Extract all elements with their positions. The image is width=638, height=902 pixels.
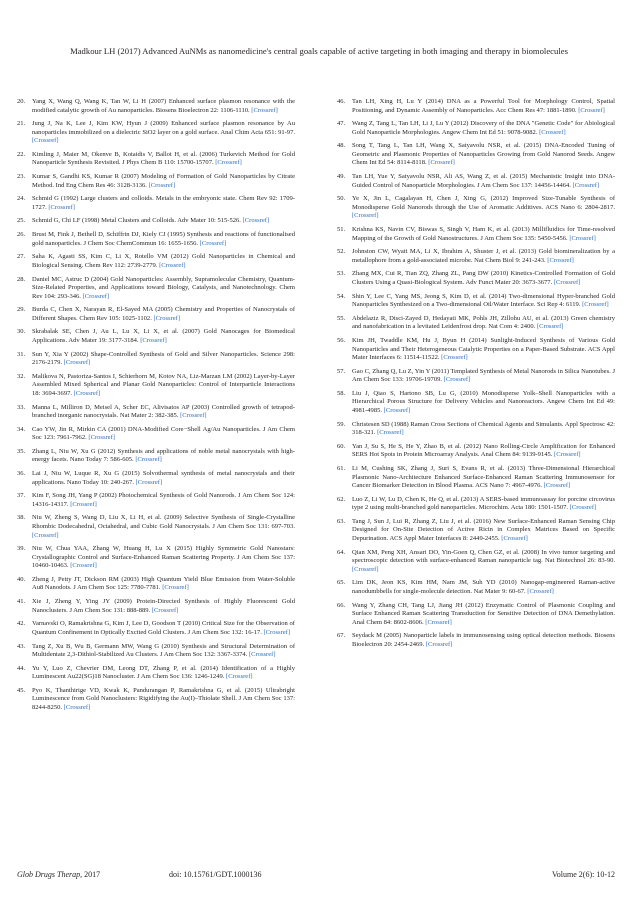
crossref-link[interactable]: [Crossref] — [582, 301, 609, 309]
crossref-link[interactable]: [Crossref] — [135, 478, 163, 486]
reference-item — [17, 687, 295, 713]
reference-text: Xie J, Zheng Y, Ying JY (2009) Protein-Directed Synthesis of Highly Fluorescent Gold Nanoclusters. J Am Chem Soc 131: 888-889. — [32, 598, 295, 614]
reference-item — [17, 231, 295, 248]
reference-number: 44. — [17, 664, 26, 672]
reference-number: 43. — [17, 642, 26, 650]
reference-item — [337, 226, 615, 243]
reference-number: 62. — [337, 495, 346, 503]
reference-text: Christesen SD (1988) Raman Cross Sections of Chemical Agents and Simulants. Appl Spectrosc 42: 318-321. — [352, 420, 615, 437]
crossref-link[interactable]: [Crossref] — [148, 181, 176, 189]
reference-item — [337, 602, 615, 628]
reference-item — [337, 173, 615, 190]
reference-text: Wang Z, Tang L, Tan LH, Li J, Lu Y (2012) Discovery of the DNA "Genetic Code" for Abiological Gold Nanoparticle Morphologies. Angew Chem Int Ed 51: 9078-9082. — [352, 120, 615, 136]
reference-text: Lai J, Niu W, Luque R, Xu G (2015) Solvothermal synthesis of metal nanocrystals and their applications. Nano Today 10: 240-267. — [32, 470, 295, 486]
reference-item — [337, 443, 615, 460]
reference-number: 52. — [337, 248, 346, 256]
crossref-link[interactable]: [Crossref] — [63, 359, 91, 367]
reference-text: Yu Y, Luo Z, Chevrier DM, Leong DT, Zhang P, et al. (2014) Identification of a Highly Luminescent Au22(SG)18 Nanocluster. J Am Chem Soc 136: 1246-1249. — [32, 664, 295, 681]
crossref-link[interactable]: [Crossref] — [180, 412, 207, 420]
reference-number: 57. — [337, 367, 346, 375]
crossref-link[interactable]: [Crossref] — [251, 106, 278, 114]
reference-number: 23. — [17, 173, 26, 181]
reference-number: 64. — [337, 548, 346, 556]
crossref-link[interactable]: [Crossref] — [536, 323, 564, 331]
reference-text: Song T, Tang L, Tan LH, Wang X, Satyavolu NSR, et al. (2015) DNA-Encoded Tuning of Geometric and Plasmonic Properties of Nanoparticles Growing from Gold Nanorod Seeds. Angew Chem Int Ed 54: 8114-8118. — [352, 142, 615, 167]
journal-year: 2017 — [84, 870, 101, 879]
reference-text: Malikova N, Pastoriza-Santos I, Schierhorn M, Kotov NA, Liz-Marzan LM (2002) Layer-by-Layer Assembled Mixed Spherical and Planar Gold Nanoparticles: Control of Interparticle Interactions 18: 3694-3697. — [32, 372, 295, 397]
reference-text: Johnston CW, Wyatt MA, Li X, Ibrahim A, Shuster J, et al. (2013) Gold biomineralization by a metallophore from a gold-associated microbe. Nat Chem Biol 9: 241-243. — [352, 248, 615, 264]
reference-text: Wang Y, Zhang CH, Tang LJ, Jiang JH (2012) Enzymatic Control of Plasmonic Coupling and Surface Enhanced Raman Scattering Transduction for Sensitive Detection of DNA Demethylation. Anal Chem 84: 8602-8606. — [352, 601, 615, 626]
reference-item — [17, 195, 295, 212]
reference-number: 47. — [337, 120, 346, 128]
reference-item — [17, 276, 295, 302]
reference-text: Qian XM, Peng XH, Ansari DO, Yin-Goen Q, Chen GZ, et al. (2008) In vivo tumor targeting and spectroscopic detection with surface-enhanced Raman nanoparticle tag. Nat Biotechnol 26: 83-90. — [352, 548, 615, 565]
reference-number: 53. — [337, 270, 346, 278]
crossref-link[interactable]: [Crossref] — [63, 703, 91, 711]
crossref-link[interactable]: [Crossref] — [248, 651, 276, 659]
crossref-link[interactable]: [Crossref] — [569, 234, 596, 242]
crossref-link[interactable]: [Crossref] — [151, 606, 179, 614]
reference-text: Zheng J, Petty JT, Dickson RM (2003) High Quantum Yield Blue Emission from Water-Soluble Au8 Nanodots. J Am Chem Soc 125: 7780-7781. — [32, 575, 295, 592]
reference-item — [337, 315, 615, 332]
reference-column-left — [17, 98, 295, 718]
reference-text: Kim F, Song JH, Yang P (2002) Photochemical Synthesis of Gold Nanorods. J Am Chem Soc 124: 14316-14317. — [32, 492, 295, 508]
reference-number: 31. — [17, 350, 26, 358]
reference-item — [337, 421, 615, 438]
reference-number: 49. — [337, 173, 346, 181]
reference-number: 67. — [337, 632, 346, 640]
reference-text: Krishna KS, Navin CV, Biswas S, Singh V, Ham K, et al. (2013) Millifluidics for Time-resolved Mapping of the Growth of Gold Nanostructures. J Am Chem Soc 135: 5450-5456. — [352, 226, 615, 242]
crossref-link[interactable]: [Crossref] — [578, 106, 605, 114]
crossref-link[interactable]: [Crossref] — [32, 137, 59, 145]
reference-item — [17, 576, 295, 593]
crossref-link[interactable]: [Crossref] — [543, 482, 571, 490]
reference-text: Lim DK, Jeon KS, Kim HM, Nam JM, Suh YD (2010) Nanogap-engineered Raman-active nanodumbbells for single-molecule detection. Nat Mater 9: 60-67. — [352, 579, 615, 595]
crossref-link[interactable]: [Crossref] — [32, 531, 59, 539]
reference-text: Cao YW, Jin R, Mirkin CA (2001) DNA-Modified Core−Shell Ag/Au Nanoparticles. J Am Chem Soc 123: 7961-7962. — [32, 425, 295, 442]
crossref-link[interactable]: [Crossref] — [428, 159, 455, 167]
reference-column-right — [337, 98, 615, 655]
reference-text: Brust M, Fink J, Bethell D, Schiffrin DJ, Kiely CJ (1995) Synthesis and reactions of functionalised gold nanoparticles. J Chem Soc ChemCommun 16: 1655-1656. — [32, 231, 295, 247]
reference-item — [17, 151, 295, 168]
reference-number: 37. — [17, 492, 26, 500]
reference-text: Zhang L, Niu W, Xu G (2012) Synthesis and applications of noble metal nanocrystals with high-energy facets. Nano Today 7: 586-605. — [32, 447, 295, 464]
crossref-link[interactable]: [Crossref] — [501, 535, 528, 543]
reference-number: 45. — [17, 686, 26, 694]
reference-item — [17, 448, 295, 465]
reference-number: 55. — [337, 314, 346, 322]
crossref-link[interactable]: [Crossref] — [352, 212, 379, 220]
reference-item — [337, 337, 615, 363]
reference-number: 39. — [17, 545, 26, 553]
reference-number: 65. — [337, 579, 346, 587]
crossref-link[interactable]: [Crossref] — [82, 292, 110, 300]
reference-number: 41. — [17, 598, 26, 606]
crossref-link[interactable]: [Crossref] — [199, 239, 227, 247]
reference-text: Niu W, Zheng S, Wang D, Liu X, Li H, et al. (2009) Selective Synthesis of Single-Crystalline Rhombic Dodecahedral, Octahedral, and Cubic Gold Nanocrystals. J Am Chem Soc 131: 697-703. — [32, 514, 295, 531]
reference-number: 54. — [337, 292, 346, 300]
crossref-link[interactable]: [Crossref] — [547, 256, 574, 264]
reference-number: 40. — [17, 575, 26, 583]
reference-item — [17, 514, 295, 540]
reference-text: Luo Z, Li W, Lu D, Chen K, He Q, et al. (2013) A SERS-based immunoassay for porcine circovirus type 2 using multi-branched gold nanoparticles. Microchim. Acta 180: 1501-1507. — [352, 495, 615, 512]
reference-text: Jung J, Na K, Lee J, Kim KW, Hyun J (2009) Enhanced surface plasmon resonance by Au nanoparticles immobilized on a dielectric SiO2 layer on a gold surface. Anal Chim Acta 651: 91-97. — [32, 120, 295, 136]
reference-text: Skrabalak SE, Chen J, Au L, Lu X, Li X, et al. (2007) Gold Nanocages for Biomedical Applications. Adv Mater 19: 3177-3184. — [32, 328, 295, 344]
crossref-link[interactable]: [Crossref] — [88, 434, 115, 442]
reference-text: Daniel MC, Astruc D (2004) Gold Nanoparticles: Assembly, Supramolecular Chemistry, Quantum-Size-Related Properties, and Applications toward Biology, Catalysis, and Nanotechnology. Chem Rev 104: 293-346. — [32, 275, 295, 300]
reference-item — [337, 549, 615, 575]
reference-text: Manna L, Milliron D, Meisel A, Scher EC, Alivisatos AP (2003) Controlled growth of tetrapod-branched inorganic nanocrystals. Nat Mater 2: 382-385. — [32, 403, 295, 420]
reference-number: 58. — [337, 389, 346, 397]
reference-item — [17, 598, 295, 615]
reference-text: Gao C, Zhang Q, Lu Z, Yin Y (2011) Templated Synthesis of Metal Nanorods in Silica Nanotubes. J Am Chem Soc 133: 19706-19709. — [352, 367, 615, 384]
crossref-link[interactable]: [Crossref] — [569, 504, 597, 512]
reference-item — [17, 328, 295, 345]
crossref-link[interactable]: [Crossref] — [263, 628, 291, 636]
crossref-link[interactable]: [Crossref] — [572, 181, 600, 189]
crossref-link[interactable]: [Crossref] — [425, 618, 452, 626]
crossref-link[interactable]: [Crossref] — [377, 429, 404, 437]
reference-text: Tan LH, Yue Y, Satyavolu NSR, Ali AS, Wang Z, et al. (2015) Mechanistic Insight into DNA-Guided Control of Nanoparticle Morphologies. J Am Chem Soc 137: 14456-14464. — [352, 173, 615, 189]
reference-number: 20. — [17, 98, 26, 105]
reference-item — [337, 142, 615, 168]
crossref-link[interactable]: [Crossref] — [70, 500, 97, 508]
reference-item — [337, 496, 615, 513]
reference-text: Varnavski O, Ramakrishna G, Kim J, Lee D, Goodson T (2010) Critical Size for the Observation of Quantum Confinement in Optically Excited Gold Clusters. J Am Chem Soc 132: 16-17. — [32, 620, 295, 636]
reference-number: 34. — [17, 425, 26, 433]
reference-number: 26. — [17, 231, 26, 239]
reference-text: Burda C, Chen X, Narayan R, El-Sayed MA (2005) Chemistry and Properties of Nanocrystals of Different Shapes. Chem Rev 105: 1025-1102. — [32, 306, 295, 322]
reference-item — [337, 518, 615, 544]
reference-text: Tang Z, Xu B, Wu B, Germann MW, Wang G (2010) Synthesis and Structural Determination of Multidentate 2,3-Dithiol-Stabilized Au Clusters. J Am Chem Soc 132: 3367-3374. — [32, 642, 295, 659]
crossref-link[interactable]: [Crossref] — [242, 217, 270, 225]
crossref-link[interactable]: [Crossref] — [441, 354, 468, 362]
crossref-link[interactable]: [Crossref] — [70, 562, 97, 570]
crossref-link[interactable]: [Crossref] — [443, 376, 471, 384]
reference-item — [17, 120, 295, 146]
reference-text: Yang X, Wang Q, Wang K, Tan W, Li H (2007) Enhanced surface plasmon resonance with the modified catalytic growth of Au nanoparticles. Biosens Bioelectron 22: 1106-1110. — [32, 98, 295, 114]
reference-text: Abdelaziz R, Disci-Zayed D, Hedayati MK, Pohls JH, Zillohu AU, et al. (2013) Green chemistry and nanofabrication in a levitated Leidenfrost drop. Nat Com 4: 2400. — [352, 314, 615, 331]
footer-volume: Volume 2(6): 10-12 — [552, 870, 615, 879]
reference-number: 63. — [337, 517, 346, 525]
reference-text: Kumar S, Gandhi KS, Kumar R (2007) Modeling of Formation of Gold Nanoparticles by Citrate Method. Ind Eng Chem Res 46: 3128-3136. — [32, 173, 295, 189]
reference-item — [17, 306, 295, 323]
reference-number: 33. — [17, 403, 26, 411]
reference-number: 32. — [17, 372, 26, 380]
reference-number: 50. — [337, 195, 346, 203]
reference-number: 21. — [17, 120, 26, 128]
reference-item — [17, 253, 295, 270]
reference-item — [337, 293, 615, 310]
reference-item — [337, 98, 615, 115]
reference-text: Niu W, Chua YAA, Zhang W, Huang H, Lu X (2015) Highly Symmetric Gold Nanostars: Crystallographic Control and Surface-Enhanced Raman Scattering Property. J Am Chem Soc 137: 10460-10463. — [32, 545, 295, 570]
crossref-link[interactable]: [Crossref] — [48, 203, 75, 211]
reference-number: 59. — [337, 420, 346, 428]
reference-number: 30. — [17, 328, 26, 336]
crossref-link[interactable]: [Crossref] — [159, 261, 186, 269]
reference-item — [17, 373, 295, 399]
reference-number: 27. — [17, 253, 26, 261]
crossref-link[interactable]: [Crossref] — [553, 278, 581, 286]
crossref-link[interactable]: [Crossref] — [140, 336, 167, 344]
reference-item — [17, 665, 295, 682]
footer-journal — [17, 870, 100, 879]
reference-item — [337, 270, 615, 287]
reference-item — [17, 217, 295, 226]
reference-number: 24. — [17, 195, 26, 203]
crossref-link[interactable]: [Crossref] — [226, 673, 253, 681]
reference-number: 38. — [17, 514, 26, 522]
reference-item — [337, 248, 615, 265]
reference-item — [17, 620, 295, 637]
reference-text: Schmid G, Chi LF (1998) Metal Clusters and Colloids. Adv Mater 10: 515-526. — [32, 217, 241, 225]
reference-number: 61. — [337, 465, 346, 472]
reference-text: Tan LH, Xing H, Lu Y (2014) DNA as a Powerful Tool for Morphology Control, Spatial Positioning, and Dynamic Assembly of Nanoparticles. Acc Chem Res 47: 1881-1890. — [352, 98, 615, 114]
reference-item — [17, 545, 295, 571]
reference-number: 42. — [17, 620, 26, 628]
reference-number: 35. — [17, 447, 26, 455]
crossref-link[interactable]: [Crossref] — [425, 640, 453, 648]
reference-item — [337, 390, 615, 416]
reference-item — [17, 492, 295, 509]
reference-item — [17, 173, 295, 190]
reference-number: 51. — [337, 226, 346, 234]
reference-item — [337, 368, 615, 385]
crossref-link[interactable]: [Crossref] — [352, 565, 379, 573]
reference-number: 66. — [337, 601, 346, 609]
reference-item — [17, 98, 295, 115]
reference-number: 46. — [337, 98, 346, 105]
reference-text: Schmid G (1992) Large clusters and colloids. Metals in the embryonic state. Chem Rev 92: 1709-1727. — [32, 195, 295, 211]
reference-number: 25. — [17, 217, 26, 225]
reference-text: Seydack M (2005) Nanoparticle labels in immunosensing using optical detection methods. Biosens Bioelectron 20: 2454-2469. — [352, 632, 615, 648]
reference-item — [337, 195, 615, 221]
reference-item — [337, 120, 615, 137]
reference-text: Pyo K, Thanthirige VD, Kwak K, Pandurangan P, Ramakrishna G, et al. (2015) Ultrabright Luminescence from Gold Nanoclusters: Rigidifying the Au(I)–Thiolate Shell. J Am Chem Soc 137: 8244-8250. — [32, 686, 295, 711]
crossref-link[interactable]: [Crossref] — [215, 159, 242, 167]
footer-doi: doi: 10.15761/GDT.1000136 — [169, 870, 262, 879]
reference-item — [337, 632, 615, 649]
reference-item — [337, 579, 615, 596]
reference-text: Li M, Cushing SK, Zhang J, Suri S, Evans R, et al. (2013) Three-Dimensional Hierarchical Plasmonic Nano-Architecture Enhanced Surface-Enhanced Raman Scattering Immunosensor for Cancer Biomarker Detection in Blood Plasma. ACS Nano 7: 4967-4976. — [352, 465, 615, 490]
reference-text: Yan J, Su S, He S, He Y, Zhao B, et al. (2012) Nano Rolling-Circle Amplification for Enhanced SERS Hot Spots in Protein Microarray Analysis. Anal Chem 84: 9139-9145. — [352, 442, 615, 459]
reference-text: Sun Y, Xia Y (2002) Shape-Controlled Synthesis of Gold and Silver Nanoparticles. Science 298: 2176-2179. — [32, 350, 295, 367]
reference-text: Kim JH, Twaddle KM, Hu J, Byun H (2014) Sunlight-Induced Synthesis of Various Gold Nanoparticles and Their Heterogeneous Catalytic Properties on a Paper-Based Substrate. ACS Appl Mater Interfaces 6: 11514-11522. — [352, 336, 615, 362]
reference-text: Zhang MX, Cui R, Tian ZQ, Zhang ZL, Pang DW (2010) Kinetics-Controlled Formation of Gold Clusters Using a Quasi-Biological System. Adv Funct Mater 20: 3673-3677. — [352, 270, 615, 286]
crossref-link[interactable]: [Crossref] — [383, 406, 411, 414]
running-title: Madkour LH (2017) Advanced AuNMs as nanomedicine's central goals capable of active targeting in both imaging and therapy in biomolecules — [70, 46, 568, 56]
reference-text: Tang J, Sun J, Lui R, Zhang Z, Liu J, et al. (2016) New Surface-Enhanced Raman Sensing Chip Designed for On-Site Detection of Active Ricin in Complex Matrices Based on Specific Depurination. ACS Appl Mater Interfaces 8: 2449-2455. — [352, 517, 615, 543]
crossref-link[interactable]: [Crossref] — [162, 584, 189, 592]
reference-number: 28. — [17, 275, 26, 283]
reference-text: Shin Y, Lee C, Yang MS, Jeong S, Kim D, et al. (2014) Two-dimensional Hyper-branched Gold Nanoparticles Synthesized on a Two-dimensional Oil/Water Interface. Sci Rep 4: 6119. — [352, 292, 615, 309]
crossref-link[interactable]: [Crossref] — [527, 587, 554, 595]
reference-item — [17, 404, 295, 421]
crossref-link[interactable]: [Crossref] — [135, 456, 162, 464]
crossref-link[interactable]: [Crossref] — [539, 128, 566, 136]
journal-name: Glob Drugs Therap, — [17, 870, 83, 879]
reference-text: Saha K, Agasti SS, Kim C, Li X, Rotello VM (2012) Gold Nanoparticles in Chemical and Biological Sensing. Chem Rev 112: 2739-2779. — [32, 253, 295, 269]
crossref-link[interactable]: [Crossref] — [153, 314, 181, 322]
reference-number: 60. — [337, 442, 346, 450]
crossref-link[interactable]: [Crossref] — [554, 451, 581, 459]
reference-number: 56. — [337, 336, 346, 344]
reference-number: 22. — [17, 150, 26, 158]
reference-number: 36. — [17, 470, 26, 478]
reference-item — [17, 470, 295, 487]
reference-number: 29. — [17, 306, 26, 314]
reference-item — [337, 465, 615, 491]
crossref-link[interactable]: [Crossref] — [73, 389, 101, 397]
reference-item — [17, 643, 295, 660]
reference-item — [17, 426, 295, 443]
reference-text: Liu J, Qiao S, Hartono SB, Lu G, (2010) Monodisperse Yolk–Shell Nanoparticles with a Hierarchical Porous Structure for Delivery Vehicles and Nanoreactors. Angew Chem Int Ed 49: 4981-4985. — [352, 389, 615, 414]
reference-number: 48. — [337, 142, 346, 150]
reference-text: Kimling J, Maier M, Okenve B, Kotaidis V, Ballot H, et al. (2006) Turkevich Method for Gold Nanoparticle Synthesis Revisited. J Phys Chem B 110: 15700-15707. — [32, 150, 295, 167]
reference-text: Ye X, Jin L, Cagalayan H, Chen J, Xing G, (2012) Improved Size-Tunable Synthesis of Monodisperse Gold Nanorods through the Use of Aromatic Additives. ACS Nano 6: 2804-2817. — [352, 195, 615, 211]
reference-item — [17, 351, 295, 368]
